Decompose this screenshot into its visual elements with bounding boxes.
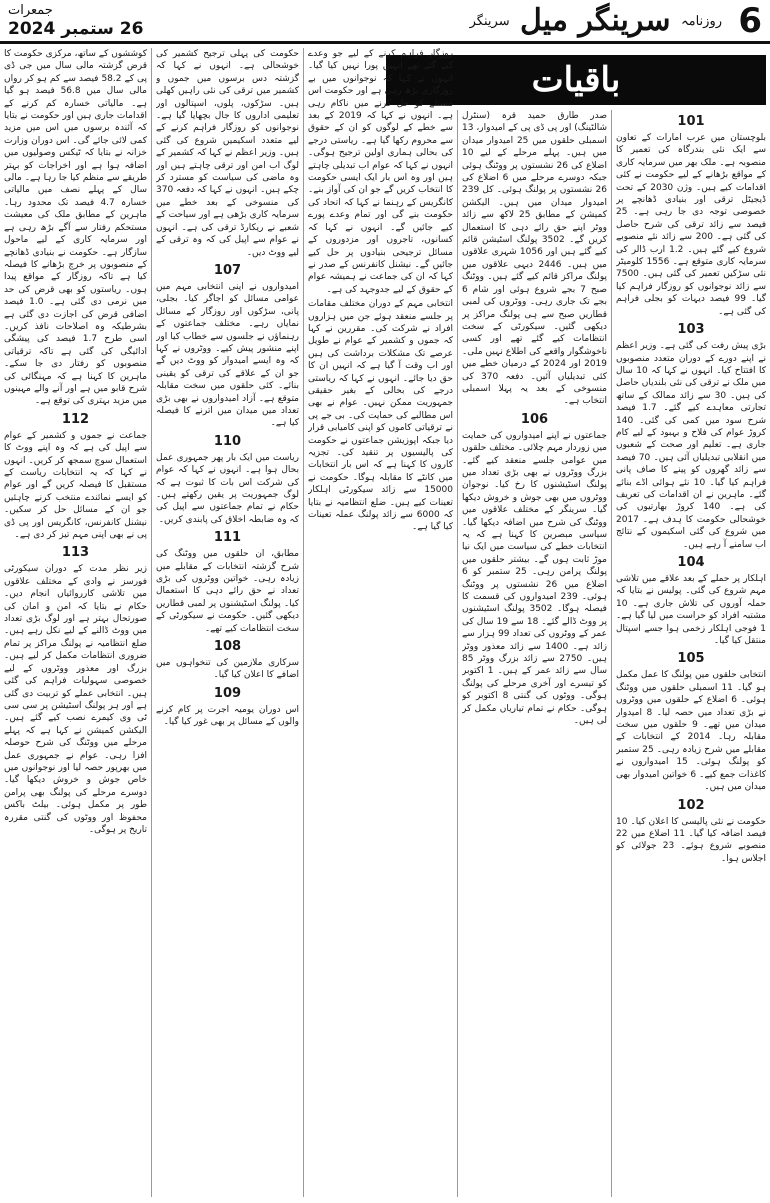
story-number: 105: [677, 651, 705, 667]
section-title: باقیات: [531, 60, 621, 100]
column-2: [156, 48, 299, 1199]
story-number: 112: [61, 411, 90, 427]
story-text: بلوچستان میں عرب امارات کے تعاون سے ایک نئی بندرگاہ کی تعمیر کا منصوبہ ہے۔ ملک بھر میں سرمایہ کاری کے مواقع بڑھانے کے لیے حکومت نے کئی اقدامات کیے ہیں۔ وژن 2030 کے تحت ڈیجیٹل ترقی اور بنیادی ڈھانچے پر خصوصی توجہ دی جا رہی ہے۔ 25 فیصد سے زائد ترقی کی شرح حاصل کی گئی ہے۔ 200 سے زائد نئے منصوبے شروع کیے گئے ہیں۔ 1.2 ارب ڈالر کی سرمایہ کاری متوقع ہے۔ 1556 کلومیٹر نئی سڑکیں تعمیر کی گئی ہیں۔ 7500 سے زائد نوجوانوں کو روزگار فراہم کیا گیا۔ 99 فیصد دیہات کو بجلی فراہم کی گئی ہے۔: [616, 133, 766, 317]
newspaper-title: [470, 2, 722, 41]
story-number: 103: [677, 322, 705, 338]
story-number: 101: [677, 114, 705, 129]
story-text: حکومت نے نئی پالیسی کا اعلان کیا۔ 10 فیصد اضافہ کیا گیا۔ 11 اضلاع میں 22 منصوبے شروع ہوئے۔ 23 جولائی کو اجلاس ہوا۔: [616, 816, 766, 864]
date-text: 26 ستمبر 2024: [8, 19, 144, 39]
column-divider: [611, 110, 612, 1197]
page-number: 6: [738, 1, 762, 41]
story-text: امیدواروں نے اپنی انتخابی مہم میں عوامی مسائل کو اجاگر کیا۔ بجلی، پانی، سڑکوں اور روزگار کے مسائل نمایاں رہے۔ مختلف جماعتوں کے رہنماؤں نے جلسوں سے خطاب کیا اور اپنے منشور پیش کیے۔ ووٹروں نے کہا کہ وہ ایسے امیدوار کو ووٹ دیں گے جو ان کے علاقے کی ترقی کو یقینی بنائے۔ کئی حلقوں میں سخت مقابلہ متوقع ہے۔ آزاد امیدواروں نے بھی بڑی تعداد میں میدان میں اترنے کا فیصلہ کیا ہے۔: [156, 281, 299, 429]
masthead-bar: [0, 0, 770, 44]
column-divider: [151, 48, 152, 1197]
story-text: مطابق، ان حلقوں میں ووٹنگ کی شرح گزشتہ انتخابات کے مقابلے میں زیادہ رہی۔ خواتین ووٹروں کی بڑی تعداد نے حق رائے دہی کا استعمال کیا۔ پولنگ اسٹیشنوں پر لمبی قطاریں دیکھی گئیں۔ حکومت نے سیکورٹی کے سخت انتظامات کیے تھے۔: [156, 549, 299, 634]
story-number: 109: [213, 685, 242, 701]
story-text: اس دوران یومیہ اجرت پر کام کرنے والوں کے مسائل پر بھی غور کیا گیا۔: [156, 704, 299, 728]
day-name: جمعرات: [8, 3, 53, 18]
date-block: [8, 4, 158, 40]
story-number: 106: [520, 411, 549, 427]
newspaper-name: سرینگر میل: [520, 3, 671, 38]
story-number: 104: [677, 555, 705, 570]
newspaper-city: سرینگر: [469, 14, 510, 29]
newspaper-prefix: روزنامہ: [681, 14, 722, 29]
column-divider: [303, 48, 304, 1197]
story-text: صدر طارق حمید قرہ (سنٹرل شالٹینگ) اور پی ڈی پی کے امیدوار، 13 اسمبلی حلقوں میں 25 امیدوار میدان میں ہیں۔ پہلے مرحلے کے لیے 10 اضلاع کی 26 نشستوں پر ووٹنگ ہوئی جبکہ دوسرے مرحلے میں 6 اضلاع کی 26 نشستوں پر پولنگ ہوئی۔ کل 239 امیدوار میدان میں ہیں۔ الیکشن کمیشن کے مطابق 25 لاکھ سے زائد ووٹر اپنے حق رائے دہی کا استعمال کریں گے۔ 3502 پولنگ اسٹیشن قائم کیے گئے ہیں اور 1056 شہری علاقوں میں ہیں۔ 2446 دیہی علاقوں میں پولنگ مراکز قائم کیے گئے ہیں۔ ووٹنگ صبح 7 بجے شروع ہوئی اور شام 6 بجے تک جاری رہی۔ ووٹروں کی لمبی قطاریں صبح سے ہی پولنگ مراکز پر دیکھی گئیں۔ سیکورٹی کے سخت انتظامات کیے گئے تھے اور کسی ناخوشگوار واقعے کی اطلاع نہیں ملی۔ 2019 اور 2024 کے درمیان خطے میں کئی تبدیلیاں آئیں۔ دفعہ 370 کی منسوخی کے بعد یہ پہلا اسمبلی انتخاب ہے۔: [462, 111, 607, 407]
story-text: حکومت کی پہلی ترجیح کشمیر کی خوشحالی ہے۔ انہوں نے کہا کہ گزشتہ دس برسوں میں جموں و کشمیر میں ترقی کی نئی راہیں کھلی ہیں۔ سڑکوں، پلوں، اسپتالوں اور تعلیمی اداروں کا جال بچھایا گیا ہے۔ نوجوانوں کو روزگار فراہم کرنے کے لیے متعدد اسکیمیں شروع کی گئی ہیں۔ وزیر اعظم نے کہا کہ کشمیر کے لوگ اب امن اور ترقی چاہتے ہیں اور وہ ماضی کی سیاست کو مسترد کر چکے ہیں۔ انہوں نے کہا کہ دفعہ 370 کی منسوخی کے بعد خطے میں سرمایہ کاری بڑھی ہے اور سیاحت کے شعبے نے ریکارڈ ترقی کی ہے۔ انہوں نے عوام سے اپیل کی کہ وہ ترقی کے لیے ووٹ دیں۔: [156, 49, 299, 258]
story-number: 107: [213, 262, 242, 278]
story-number: 110: [213, 433, 242, 449]
column-4: [462, 110, 607, 1199]
story-number: 108: [213, 639, 242, 655]
story-text: سرکاری ملازمین کی تنخواہوں میں اضافے کا اعلان کیا گیا۔: [156, 658, 299, 681]
column-5: [616, 110, 766, 1199]
story-text: بڑی پیش رفت کی گئی ہے۔ وزیر اعظم نے اپنے دورے کے دوران متعدد منصوبوں کا افتتاح کیا۔ انہوں نے کہا کہ 10 سال میں ملک نے ترقی کی نئی بلندیاں حاصل کی ہیں۔ 30 سے زائد ممالک کے ساتھ تجارتی معاہدے کیے گئے۔ 1.7 فیصد شرح سود میں کمی کی گئی۔ 140 کروڑ عوام کی فلاح و بہبود کے لیے کام جاری ہے۔ تعلیم اور صحت کے شعبوں میں انقلابی تبدیلیاں آئی ہیں۔ 70 فیصد سے زائد گھروں کو پینے کا صاف پانی فراہم کیا گیا۔ 10 نئے ہوائی اڈے بنائے گئے۔ ماہرین نے ان اقدامات کی تعریف کی ہے۔ 140 کروڑ بھارتیوں کی خوشحالی حکومت کا ہدف ہے۔ 2017 میں شروع کی گئی اسکیموں کے نتائج اب سامنے آ رہے ہیں۔: [616, 341, 766, 550]
story-number: 113: [61, 545, 90, 561]
story-text: انتخابی مہم کے دوران مختلف مقامات پر جلسے منعقد ہوئے جن میں ہزاروں افراد نے شرکت کی۔ مقررین نے کہا کہ جموں و کشمیر کے عوام نے طویل عرصے تک مشکلات برداشت کی ہیں اور اب وقت آ گیا ہے کہ انہیں ان کا حق دیا جائے۔ انہوں نے کہا کہ ریاستی درجے کی بحالی کے بغیر حقیقی جمہوریت ممکن نہیں۔ عوام نے بھی اس مطالبے کی حمایت کی۔ بی جے پی نے ترقیاتی کاموں کو اپنی کامیابی قرار دیا جبکہ اپوزیشن جماعتوں نے حکومت کی پالیسیوں پر تنقید کی۔ تجزیہ کاروں کا کہنا ہے کہ اس بار انتخابات میں کانٹے کا مقابلہ ہوگا۔ حکومت نے 15000 سے زائد سیکورٹی اہلکار تعینات کیے ہیں۔ ضلع انتظامیہ نے بتایا کہ 6000 سے زائد پولنگ عملہ تعینات کیا گیا ہے۔: [308, 299, 453, 533]
story-text: ریاست میں ایک بار پھر جمہوری عمل بحال ہوا ہے۔ انہوں نے کہا کہ عوام کی شرکت اس بات کا ثبوت ہے کہ لوگ جمہوریت پر یقین رکھتے ہیں۔ حکام نے تمام جماعتوں سے اپیل کی کہ وہ ضابطہ اخلاق کی پابندی کریں۔: [156, 452, 299, 525]
column-divider: [457, 110, 458, 1197]
story-text: انتخابی حلقوں میں پولنگ کا عمل مکمل ہو گیا۔ 11 اسمبلی حلقوں میں ووٹنگ ہوئی۔ 6 اضلاع کے حلقوں میں ووٹروں نے بڑی تعداد میں حصہ لیا۔ 8 امیدوار میدان میں تھے۔ 9 حلقوں میں سخت مقابلہ رہا۔ 2014 کے انتخابات کے مقابلے میں شرح زیادہ رہی۔ 25 ستمبر کو پولنگ ہوئی۔ 15 امیدواروں نے کاغذات جمع کیے۔ 6 خواتین امیدوار بھی میدان میں ہیں۔: [616, 670, 766, 793]
story-text: روزگار فراہم کرنے کے لیے جو وعدے کیے گئے تھے انہیں پورا نہیں کیا گیا۔ انہوں نے کہا کہ نوجوانوں میں بے روزگاری بڑھ رہی ہے اور حکومت اس مسئلے کو حل کرنے میں ناکام رہی ہے۔ انہوں نے کہا کہ 2019 کے بعد سے خطے کے لوگوں کو ان کے حقوق سے محروم رکھا گیا ہے۔ ریاستی درجے کی بحالی ہماری اولین ترجیح ہوگی۔ انہوں نے کہا کہ عوام اب تبدیلی چاہتے ہیں اور وہ اس بار ایک ایسی حکومت کا انتخاب کریں گے جو ان کی آواز بنے۔ کانگریس کے رہنما نے کہا کہ اتحاد کی حکومت بنے گی اور تمام وعدے پورے کیے جائیں گے۔ انہوں نے کہا کہ کسانوں، تاجروں اور مزدوروں کے مسائل ترجیحی بنیادوں پر حل کیے جائیں گے۔ نیشنل کانفرنس کے صدر نے کہا کہ ان کی جماعت نے ہمیشہ عوام کے حقوق کے لیے جدوجہد کی ہے۔: [308, 49, 453, 295]
story-text: اہلکار پر حملے کے بعد علاقے میں تلاشی مہم شروع کی گئی۔ پولیس نے بتایا کہ حملہ آوروں کی تلاش جاری ہے۔ 10 مشتبہ افراد کو حراست میں لیا گیا ہے۔ 1 فوجی اہلکار زخمی ہوا جسے اسپتال منتقل کیا گیا۔: [616, 574, 766, 647]
story-text: زیر نظر مدت کے دوران سیکورٹی فورسز نے وادی کے مختلف علاقوں میں تلاشی کارروائیاں انجام دیں۔ حکام نے بتایا کہ امن و امان کی صورتحال بہتر ہے اور لوگ بڑی تعداد میں ووٹ ڈالنے کے لیے نکل رہے ہیں۔ ضلع انتظامیہ نے پولنگ مراکز پر تمام ضروری انتظامات مکمل کر لیے ہیں۔ بزرگ اور معذور ووٹروں کے لیے خصوصی سہولیات فراہم کی گئی ہیں۔ انتخابی عملے کو تربیت دی گئی ہے اور ہر پولنگ اسٹیشن پر سی سی ٹی وی کیمرے نصب کیے گئے ہیں۔ الیکشن کمیشن نے کہا ہے کہ پہلے مرحلے میں ووٹنگ کی شرح حوصلہ افزا رہی۔ عوام نے جمہوری عمل میں بھرپور حصہ لیا اور نوجوانوں میں خاص جوش و خروش دیکھا گیا۔ دوسرے مرحلے کی پولنگ بھی پرامن طور پر مکمل ہوئی۔ بیلٹ باکس محفوظ اور ووٹوں کی گنتی مقررہ تاریخ پر ہوگی۔: [4, 564, 147, 835]
column-3: [308, 48, 453, 1199]
story-text: کوششوں کے ساتھ، مرکزی حکومت کا قرض گزشتہ مالی سال میں جی ڈی پی کے 58.2 فیصد سے کم ہو کر رواں مالی سال میں 56.8 فیصد ہو گیا ہے۔ مالیاتی خسارہ کم کرنے کے اقدامات جاری ہیں اور حکومت نے بتایا کہ آئندہ برسوں میں اس میں مزید کمی لائی جائے گی۔ اس دوران وزارت خزانہ نے بتایا کہ ٹیکس وصولیوں میں اضافہ ہوا ہے اور اخراجات کو بہتر طریقے سے منظم کیا جا رہا ہے۔ مالی سال کے پہلے نصف میں مالیاتی خسارہ 4.7 فیصد تک محدود رہا۔ ماہرین کے مطابق ملک کی معیشت مستحکم رفتار سے آگے بڑھ رہی ہے اور سرمایہ کاری کے لیے ماحول سازگار ہے۔ حکومت نے بنیادی ڈھانچے کے منصوبوں پر خرچ بڑھانے کا فیصلہ کیا ہے تاکہ روزگار کے مواقع پیدا ہوں۔ ریاستوں کو بھی قرض کی حد میں نرمی دی گئی ہے۔ 1.0 فیصد اضافی قرض کی اجازت دی گئی ہے بشرطیکہ وہ اصلاحات نافذ کریں۔ اسی طرح 1.7 فیصد کی پیشگی ادائیگی کی گئی ہے تاکہ ترقیاتی منصوبوں کو رفتار دی جا سکے۔ ماہرین کا کہنا ہے کہ مہنگائی کی شرح قابو میں ہے اور آنے والے مہینوں میں مزید بہتری کی توقع ہے۔: [4, 49, 147, 407]
story-text: جماعت نے جموں و کشمیر کے عوام سے اپیل کی ہے کہ وہ اپنے ووٹ کا استعمال سوچ سمجھ کر کریں۔ انہوں نے کہا کہ یہ انتخابات ریاست کے مستقبل کا فیصلہ کریں گے اور عوام کو ایسے نمائندے منتخب کرنے چاہئیں جو ان کے مسائل حل کر سکیں۔ نیشنل کانفرنس، کانگریس اور پی ڈی پی نے بھی اپنی مہم تیز کر دی ہے۔: [4, 430, 147, 541]
story-text: جماعتوں نے اپنے امیدواروں کی حمایت میں زوردار مہم چلائی۔ مختلف حلقوں میں عوامی جلسے منعقد کیے گئے۔ بزرگ ووٹروں نے بھی بڑی تعداد میں پولنگ اسٹیشنوں کا رخ کیا۔ نوجوان ووٹروں میں بھی جوش و خروش دیکھا گیا۔ سرینگر کے مختلف علاقوں میں ووٹنگ کی شرح میں اضافہ دیکھا گیا۔ سیاسی مبصرین کا کہنا ہے کہ یہ انتخابات خطے کی سیاست میں ایک نیا موڑ ثابت ہوں گے۔ بیشتر حلقوں میں پولنگ پرامن رہی۔ 25 ستمبر کو 6 اضلاع میں 26 نشستوں پر ووٹنگ ہوئی۔ 239 امیدواروں کی قسمت کا فیصلہ ہوگا۔ 3502 پولنگ اسٹیشنوں پر ووٹ ڈالے گئے۔ 18 سے 19 سال کی عمر کے ووٹروں کی تعداد 99 ہزار سے زائد ہے۔ 1400 سے زائد معذور ووٹر ہیں۔ 2750 سے زائد بزرگ ووٹر 85 سال سے زائد عمر کے ہیں۔ 1 اکتوبر کو تیسرے اور آخری مرحلے کی پولنگ ہوگی۔ ووٹوں کی گنتی 8 اکتوبر کو ہوگی۔ حکام نے تمام تیاریاں مکمل کر لی ہیں۔: [462, 430, 607, 727]
column-1: [4, 48, 147, 1199]
story-number: 102: [677, 797, 705, 813]
story-number: 111: [213, 530, 242, 546]
